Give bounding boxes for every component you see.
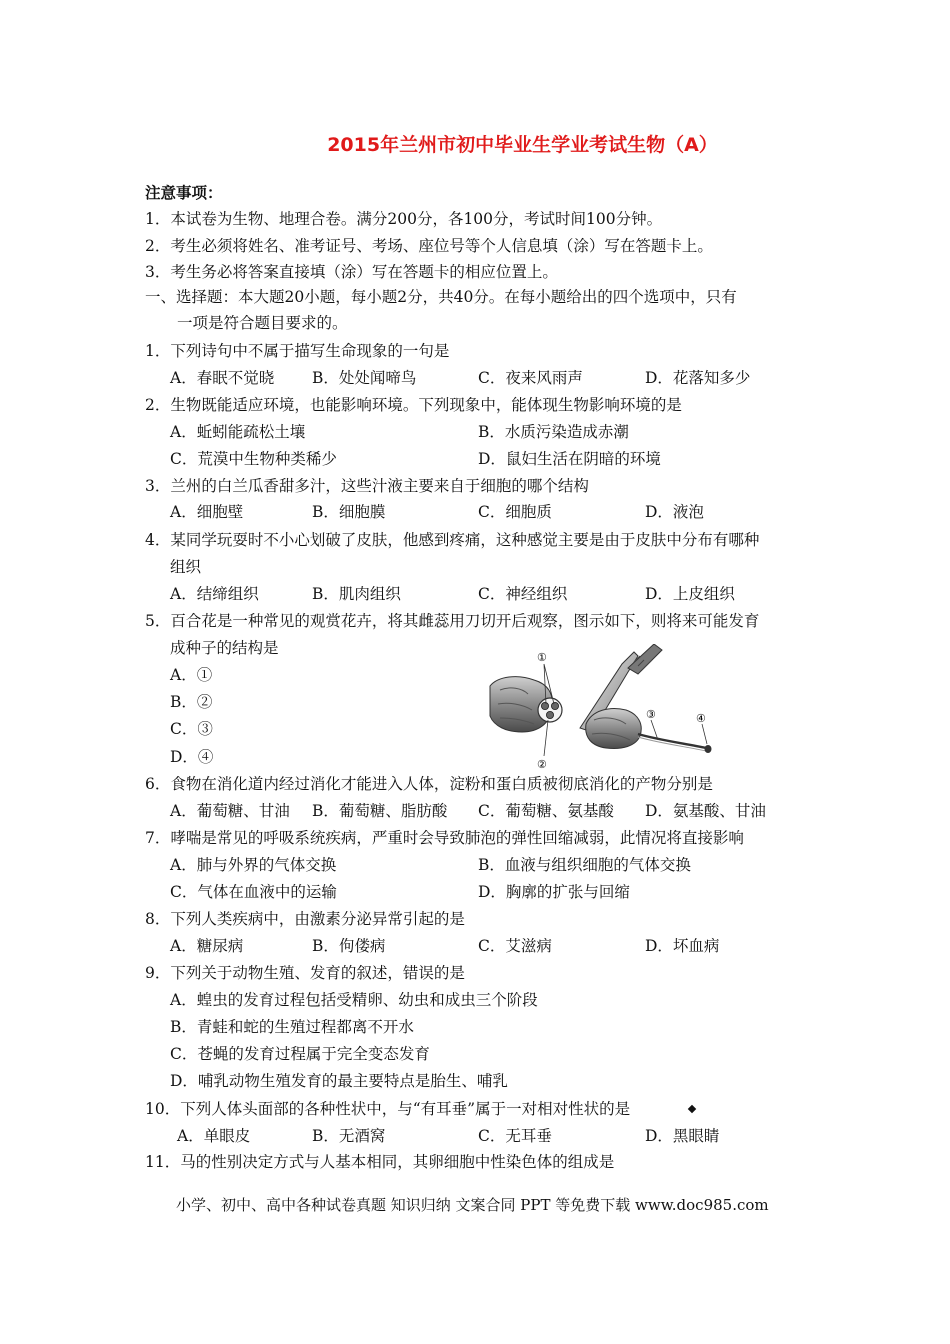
option: C．③: [170, 720, 213, 738]
page-footer: 小学、初中、高中各种试卷真题 知识归纳 文案合同 PPT 等免费下载 www.doc985.com: [176, 1196, 769, 1214]
section-instruction-cont: 一项是符合题目要求的。: [177, 314, 348, 332]
option: D．上皮组织: [645, 585, 735, 603]
option: B．水质污染造成赤潮: [478, 423, 629, 441]
option: C．夜来风雨声: [478, 369, 583, 387]
figure-label-3: ③: [646, 708, 656, 721]
style: [638, 734, 706, 748]
question-stem: 8．下列人类疾病中，由激素分泌异常引起的是: [145, 910, 465, 928]
question-stem: 3．兰州的白兰瓜香甜多汁，这些汁液主要来自于细胞的哪个结构: [145, 477, 589, 495]
question-stem: 9．下列关于动物生殖、发育的叙述，错误的是: [145, 964, 465, 982]
option: A．蝗虫的发育过程包括受精卵、幼虫和成虫三个阶段: [170, 991, 538, 1009]
question-stem: 5．百合花是一种常见的观赏花卉，将其雌蕊用刀切开后观察，图示如下，则将来可能发育: [145, 612, 760, 630]
pistil-figure-svg: [488, 644, 724, 772]
option: D．鼠妇生活在阴暗的环境: [478, 450, 661, 468]
option: A．细胞壁: [170, 503, 244, 521]
option: B．②: [170, 693, 213, 711]
option: D．④: [170, 748, 214, 766]
question-stem: 6．食物在消化道内经过消化才能进入人体，淀粉和蛋白质被彻底消化的产物分别是: [145, 775, 713, 793]
option: B．无酒窝: [312, 1127, 386, 1145]
figure-label-2: ②: [537, 758, 547, 771]
option: A．春眠不觉晓: [170, 369, 275, 387]
diamond-mark-icon: [688, 1105, 696, 1113]
option: B．处处闻啼鸟: [312, 369, 417, 387]
question-stem: 4．某同学玩耍时不小心划破了皮肤，他感到疼痛，这种感觉主要是由于皮肤中分布有哪种: [145, 531, 760, 549]
option: B．肌肉组织: [312, 585, 401, 603]
option: B．细胞膜: [312, 503, 386, 521]
section-instruction: 一、选择题：本大题20小题，每小题2分，共40分。在每小题给出的四个选项中，只有: [145, 288, 737, 306]
option: A．肺与外界的气体交换: [170, 856, 337, 874]
question-stem: 7．哮喘是常见的呼吸系统疾病，严重时会导致肺泡的弹性回缩减弱，此情况将直接影响: [145, 829, 744, 847]
question-stem-cont: 组织: [170, 558, 202, 576]
stigma: [705, 745, 712, 753]
option: C．荒漠中生物种类稀少: [170, 450, 337, 468]
pistil-diagram: [488, 644, 724, 772]
option: B．佝偻病: [312, 937, 386, 955]
option: C．神经组织: [478, 585, 568, 603]
option: C．苍蝇的发育过程属于完全变态发育: [170, 1045, 430, 1063]
option: A．蚯蚓能疏松土壤: [170, 423, 306, 441]
option: B．血液与组织细胞的气体交换: [478, 856, 691, 874]
option: C．气体在血液中的运输: [170, 883, 337, 901]
page-title: 2015年兰州市初中毕业生学业考试生物（A）: [327, 134, 718, 156]
ovary-right: [586, 709, 642, 749]
option: A．单眼皮: [177, 1127, 251, 1145]
notice-heading: 注意事项：: [145, 184, 223, 202]
option: C．无耳垂: [478, 1127, 552, 1145]
option: C．细胞质: [478, 503, 552, 521]
question-stem: 11．马的性别决定方式与人基本相同，其卵细胞中性染色体的组成是: [145, 1153, 615, 1171]
figure-label-4: ④: [696, 712, 706, 725]
option: C．艾滋病: [478, 937, 552, 955]
question-stem-cont: 成种子的结构是: [170, 639, 279, 657]
notice-item: 2．考生必须将姓名、准考证号、考场、座位号等个人信息填（涂）写在答题卡上。: [145, 237, 713, 255]
option: D．花落知多少: [645, 369, 751, 387]
question-stem: 10．下列人体头面部的各种性状中，与“有耳垂”属于一对相对性状的是: [145, 1100, 631, 1118]
notice-item: 3．考生务必将答案直接填（涂）写在答题卡的相应位置上。: [145, 263, 558, 281]
option: A．①: [170, 666, 213, 684]
figure-label-1: ①: [537, 651, 547, 664]
option: B．青蛙和蛇的生殖过程都离不开水: [170, 1018, 414, 1036]
option: C．葡萄糖、氨基酸: [478, 802, 614, 820]
option: D．液泡: [645, 503, 704, 521]
question-stem: 1．下列诗句中不属于描写生命现象的一句是: [145, 342, 450, 360]
option: D．氨基酸、甘油: [645, 802, 766, 820]
option: A．葡萄糖、甘油: [170, 802, 290, 820]
option: D．哺乳动物生殖发育的最主要特点是胎生、哺乳: [170, 1072, 508, 1090]
option: A．糖尿病: [170, 937, 244, 955]
option: A．结缔组织: [170, 585, 259, 603]
option: B．葡萄糖、脂肪酸: [312, 802, 448, 820]
option: D．坏血病: [645, 937, 720, 955]
question-stem: 2．生物既能适应环境，也能影响环境。下列现象中，能体现生物影响环境的是: [145, 396, 682, 414]
notice-item: 1．本试卷为生物、地理合卷。满分200分，各100分，考试时间100分钟。: [145, 210, 663, 228]
option: D．胸廓的扩张与回缩: [478, 883, 630, 901]
option: D．黑眼睛: [645, 1127, 720, 1145]
